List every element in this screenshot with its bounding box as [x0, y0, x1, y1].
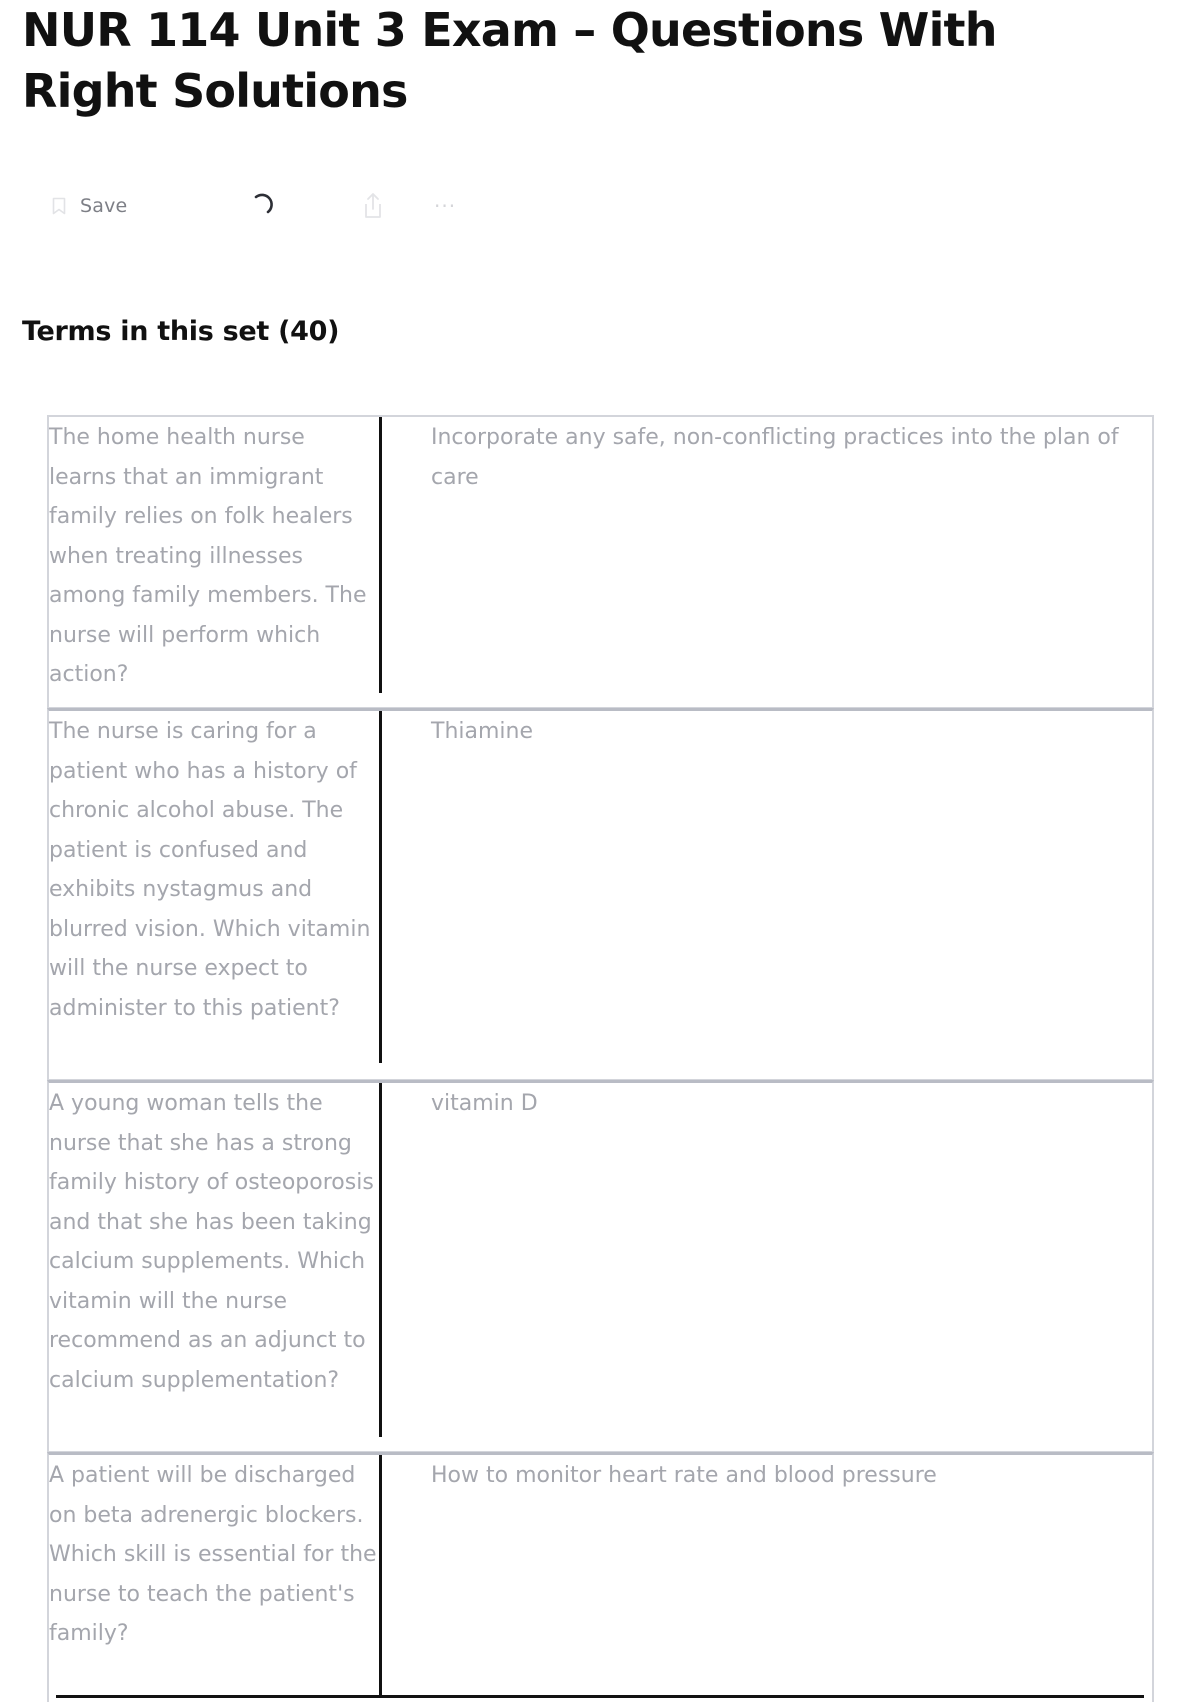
- term-text: A patient will be discharged on beta adrenergic blockers. Which skill is essential for the nurse to teach the patient's family?: [49, 1463, 377, 1646]
- card-divider: [379, 417, 382, 693]
- term-card[interactable]: [47, 1452, 1154, 1702]
- definition-text: How to monitor heart rate and blood pressure: [431, 1463, 937, 1488]
- terms-heading: Terms in this set (40): [22, 316, 340, 347]
- more-icon: ···: [434, 194, 457, 218]
- loading-spinner-icon: [241, 186, 281, 226]
- share-button[interactable]: [362, 186, 384, 226]
- term-text: The nurse is caring for a patient who has a history of chronic alcohol abuse. The patient is confused and exhibits nystagmus and blurred vision. Which vitamin will the nurse expect to administer to this patient?: [49, 719, 371, 1021]
- page-title: NUR 114 Unit 3 Exam – Questions With Right Solutions: [22, 3, 997, 118]
- definition-text: Incorporate any safe, non-conflicting practices into the plan of care: [431, 425, 1119, 490]
- term-card[interactable]: [47, 1080, 1154, 1453]
- term-card[interactable]: [47, 415, 1154, 709]
- card-divider: [379, 711, 382, 1063]
- terms-list: [47, 415, 1154, 1702]
- definition-text: vitamin D: [431, 1091, 538, 1116]
- bottom-divider: [56, 1695, 1144, 1698]
- card-divider: [379, 1083, 382, 1437]
- more-options-button[interactable]: [434, 186, 456, 226]
- bookmark-icon: [52, 197, 66, 215]
- save-label: Save: [80, 195, 128, 217]
- term-text: A young woman tells the nurse that she has a strong family history of osteoporosis and that she has been taking calcium supplements. Which vitamin will the nurse recommend as an adjunct to calcium supplementation?: [49, 1091, 374, 1393]
- term-card[interactable]: [47, 708, 1154, 1081]
- definition-text: Thiamine: [431, 719, 533, 744]
- card-divider: [379, 1455, 382, 1695]
- share-icon: [362, 192, 384, 220]
- set-toolbar: [52, 186, 512, 226]
- term-text: The home health nurse learns that an immigrant family relies on folk healers when treating illnesses among family members. The nurse will perform which action?: [49, 425, 367, 687]
- save-button[interactable]: [52, 186, 127, 226]
